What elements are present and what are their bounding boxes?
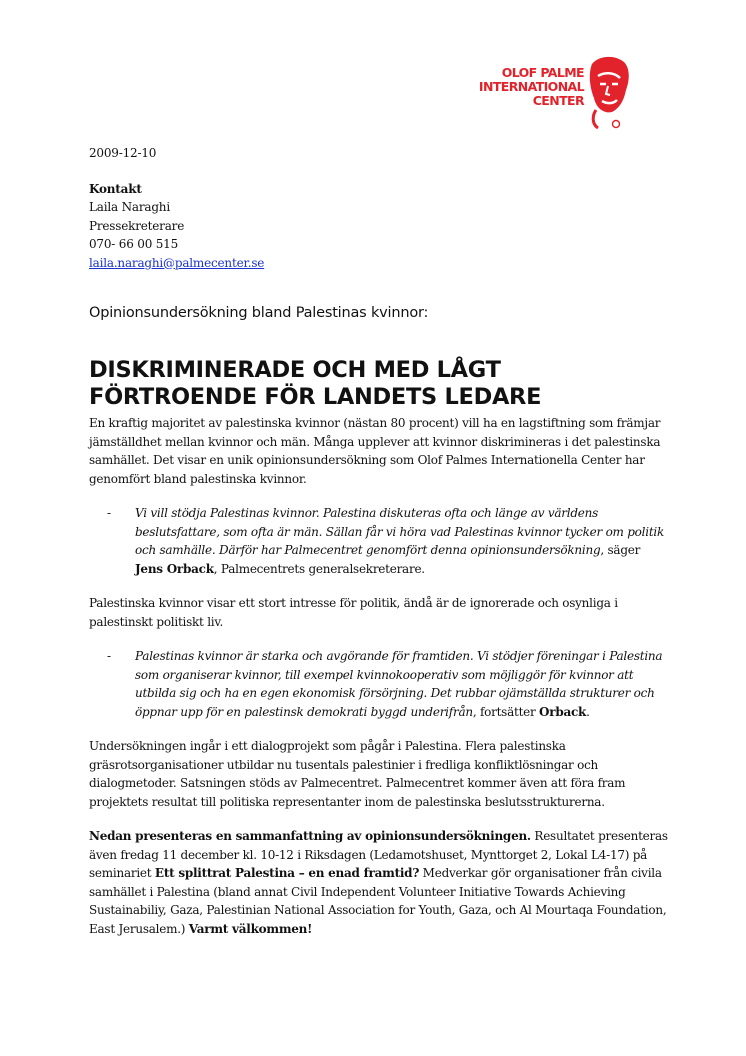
headline-line-2: FÖRTROENDE FÖR LANDETS LEDARE — [89, 384, 542, 410]
quote-speaker-title: , Palmecentrets generalsekreterare. — [213, 561, 425, 576]
paragraph-political-interest: Palestinska kvinnor visar ett stort intresse för politik, ändå är de ignorerade och osynliga i palestinskt politiskt liv. — [89, 596, 618, 629]
seminar-participants: Medverkar gör organisationer från civila samhället i Palestina (bland annat Civil Independent Volunteer Initiative Towards Achieving Sustainabiliy, Gaza, Palestinian National Association for Youth, Gaza, och Al Mourtaqa Foundation, East Jerusalem.) — [89, 866, 667, 936]
release-date: 2009-12-10 — [89, 146, 157, 160]
quote-text: Palestinas kvinnor är starka och avgörande för framtiden. Vi stödjer föreningar i Palestina som organiserar kvinnor, till exempel kvinnokooperativ som möjliggör för kvinnor att utbilda sig och ha en egen ekonomisk försörjning. Det rubbar ojämställda strukturer och öppnar upp för en palestinsk demokrati byggd underifrån — [135, 649, 663, 719]
contact-phone: 070- 66 00 515 — [89, 237, 179, 251]
welcome-text: Varmt välkommen! — [188, 921, 313, 936]
contact-role: Pressekreterare — [89, 218, 185, 233]
quote-attribution: , fortsätter — [472, 704, 540, 719]
subtitle: Opinionsundersökning bland Palestinas kvinnor: — [89, 305, 429, 321]
quote-jens-orback — [89, 504, 669, 578]
palme-portrait-icon — [584, 54, 634, 134]
paragraph-seminar — [89, 827, 669, 938]
headline-line-1: DISKRIMINERADE OCH MED LÅGT — [89, 357, 501, 383]
quote-orback-continued — [89, 647, 669, 721]
contact-block — [89, 144, 264, 272]
quote-dash: - — [107, 506, 111, 520]
seminar-details: Resultatet presenteras även fredag 11 december kl. 10-12 i Riksdagen (Ledamotshuset, Mynttorget 2, Lokal L4-17) på seminariet — [89, 829, 668, 880]
logo-line-3: CENTER — [532, 93, 584, 108]
summary-lead: Nedan presenteras en sammanfattning av opinionsundersökningen. — [89, 829, 531, 843]
logo-line-2: INTERNATIONAL — [478, 79, 584, 94]
quote-attribution: , säger — [600, 543, 641, 557]
quote-end: . — [586, 704, 590, 719]
olof-palme-logo — [462, 54, 634, 134]
headline — [89, 357, 541, 411]
article-body — [89, 414, 669, 954]
paragraph-dialog-project: Undersökningen ingår i ett dialogprojekt som pågår i Palestina. Flera palestinska gräsrotsorganisationer utbildar nu tusentals palestinier i fredliga konfliktlösningar och dialogmetoder. Satsningen stöds av Palmecentret. Palmecentret kommer även att föra fram projektets resultat till politiska representanter inom de palestinska beslutsstrukturerna. — [89, 739, 626, 809]
contact-name: Laila Naraghi — [89, 200, 170, 214]
contact-email-link[interactable]: laila.naraghi@palmecenter.se — [89, 255, 265, 270]
quote-dash: - — [107, 649, 111, 663]
contact-heading: Kontakt — [89, 181, 142, 196]
logo-line-1: OLOF PALME — [501, 65, 584, 80]
quote-text: Vi vill stödja Palestinas kvinnor. Palestina diskuteras ofta och länge av världens beslutsfattare, som ofta är män. Sällan får vi höra vad Palestinas kvinnor tycker om politik och samhälle. Därför har Palmecentret genomfört denna opinionsundersökning — [135, 506, 664, 557]
logo-text — [462, 66, 584, 108]
quote-speaker: Orback — [539, 704, 587, 719]
quote-speaker: Jens Orback — [135, 561, 214, 576]
seminar-title: Ett splittrat Palestina – en enad framtid? — [154, 866, 420, 880]
intro-paragraph: En kraftig majoritet av palestinska kvinnor (nästan 80 procent) vill ha en lagstiftning som främjar jämställdhet mellan kvinnor och män. Många upplever att kvinnor diskrimineras i det palestinska samhället. Det visar en unik opinionsundersökning som Olof Palmes Internationella Center har genomfört bland palestinska kvinnor. — [89, 416, 661, 486]
